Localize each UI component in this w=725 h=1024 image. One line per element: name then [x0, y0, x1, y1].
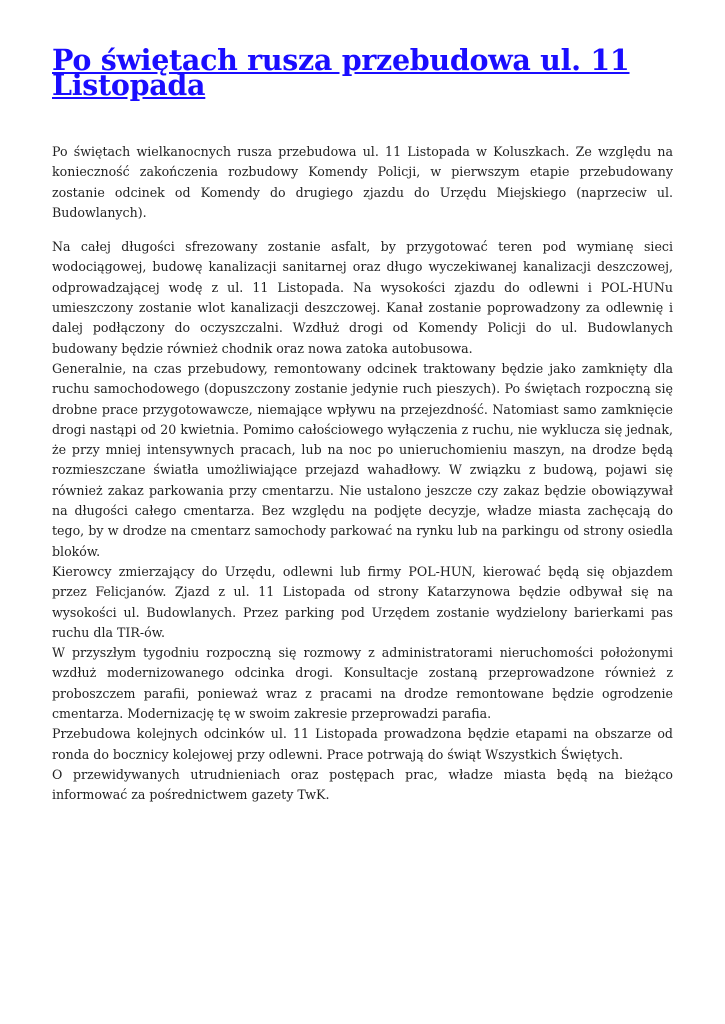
paragraph-1: Po świętach wielkanocnych rusza przebudowa ul. 11 Listopada w Koluszkach. Ze względu na konieczność zakończenia rozbudowy Komendy Policji, w pierwszym etapie przebudowany zostanie odcinek od Komendy do drugiego zjazdu do Urzędu Miejskiego (naprzeciw ul. Budowlanych). [52, 144, 673, 220]
article [52, 43, 673, 806]
paragraph-2: Na całej długości sfrezowany zostanie asfalt, by przygotować teren pod wymianę sieci wodociągowej, budowę kanalizacji sanitarnej oraz długo wyczekiwanej kanalizacji deszczowej, odprowadzającej wodę z ul. 11 Listopada. Na wysokości zjazdu do odlewni i POL-HUNu umieszczony zostanie wlot kanalizacji deszczowej. Kanał zostanie poprowadzony za odlewnię i dalej podłączony do oczyszczalni. Wzdłuż drogi od Komendy Policji do ul. Budowlanych budowany będzie również chodnik oraz nowa zatoka autobusowa. [52, 239, 673, 356]
paragraph-4: Kierowcy zmierzający do Urzędu, odlewni lub firmy POL-HUN, kierować będą się objazdem przez Felicjanów. Zjazd z ul. 11 Listopada od strony Katarzynowa będzie odbywał się na wysokości ul. Budowlanych. Przez parking pod Urzędem zostanie wydzielony barierkami pas ruchu dla TIR-ów. [52, 563, 673, 640]
paragraph-3: Generalnie, na czas przebudowy, remontowany odcinek traktowany będzie jako zamknięty dla ruchu samochodowego (dopuszczony zostanie jedynie ruch pieszych). Po świętach rozpoczną się drobne prace przygotowawcze, niemające wpływu na przejezdność. Natomiast samo zamknięcie drogi nastąpi od 20 kwietnia. Pomimo całościowego wyłączenia z ruchu, nie wyklucza się jednak, że przy mniej intensywnych pracach, lub na noc po unieruchomieniu maszyn, na drodze będą rozmieszczane światła umożliwiające przejazd wahadłowy. W związku z budową, pojawi się również zakaz parkowania przy cmentarzu. Nie ustalono jeszcze czy zakaz będzie obowiązywał na długości całego cmentarza. Bez względu na podjęte decyzje, władze miasta zachęcają do tego, by w drodze na cmentarz samochody parkować na rynku lub na parkingu od strony osiedla bloków. [52, 360, 673, 559]
page-title [52, 43, 673, 102]
paragraph-7: O przewidywanych utrudnieniach oraz postępach prac, władze miasta będą na bieżąco informować za pośrednictwem gazety TwK. [52, 766, 673, 803]
paragraph-5: W przyszłym tygodniu rozpoczną się rozmowy z administratorami nieruchomości położonymi wzdłuż modernizowanego odcinka drogi. Konsultacje zostaną przeprowadzone również z proboszczem parafii, ponieważ wraz z pracami na drodze remontowane będzie ogrodzenie cmentarza. Modernizację tę w swoim zakresie przeprowadzi parafia. [52, 645, 673, 722]
article-body [52, 142, 673, 806]
paragraph-6: Przebudowa kolejnych odcinków ul. 11 Listopada prowadzona będzie etapami na obszarze od ronda do bocznicy kolejowej przy odlewni. Prace potrwają do świąt Wszystkich Świętych. [52, 726, 673, 762]
article-title-link[interactable]: Po świętach rusza przebudowa ul. 11 Listopada [52, 43, 630, 102]
